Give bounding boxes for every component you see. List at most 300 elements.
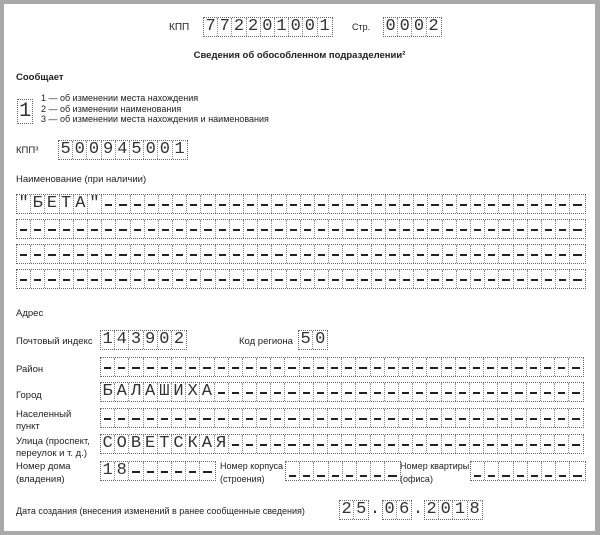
char-cell: [343, 220, 357, 238]
char-cell: [45, 220, 59, 238]
name-row[interactable]: [16, 244, 586, 264]
form-page: [4, 4, 595, 531]
char-cell: [144, 409, 158, 427]
char-cell: [287, 270, 301, 288]
char-cell: [570, 245, 584, 263]
char-cell: [399, 409, 413, 427]
char-cell: [301, 195, 315, 213]
char-cell: [428, 220, 442, 238]
char-cell: 1: [101, 462, 115, 480]
char-cell: А: [115, 383, 129, 401]
char-cell: [372, 195, 386, 213]
char-cell: [471, 270, 485, 288]
char-cell: В: [129, 435, 143, 453]
char-cell: [428, 245, 442, 263]
name-label: Наименование (при наличии): [16, 174, 147, 185]
char-cell: [17, 270, 31, 288]
char-cell: [74, 270, 88, 288]
char-cell: [527, 383, 541, 401]
char-cell: [88, 270, 102, 288]
char-cell: [470, 383, 484, 401]
locality-field[interactable]: [100, 408, 584, 428]
char-cell: 2: [232, 18, 246, 36]
char-cell: [116, 270, 130, 288]
char-cell: [300, 358, 314, 376]
char-cell: [31, 245, 45, 263]
locality-label-2: пункт: [16, 421, 40, 432]
char-cell: [485, 462, 499, 480]
char-cell: [542, 195, 556, 213]
char-cell: [514, 195, 528, 213]
char-cell: К: [186, 435, 200, 453]
char-cell: Т: [60, 195, 74, 213]
char-cell: [300, 383, 314, 401]
char-cell: [413, 358, 427, 376]
char-cell: [129, 358, 143, 376]
char-cell: [485, 220, 499, 238]
char-cell: 2: [340, 501, 354, 519]
date-separator: .: [412, 500, 424, 519]
char-cell: [201, 245, 215, 263]
char-cell: [230, 220, 244, 238]
char-cell: [414, 245, 428, 263]
char-cell: Б: [101, 383, 115, 401]
char-cell: [300, 409, 314, 427]
char-cell: [287, 220, 301, 238]
char-cell: [257, 435, 271, 453]
char-cell: 0: [412, 18, 426, 36]
char-cell: [285, 435, 299, 453]
char-cell: [399, 383, 413, 401]
char-cell: [514, 462, 528, 480]
char-cell: 9: [144, 331, 158, 349]
char-cell: [413, 383, 427, 401]
char-cell: 1: [101, 331, 115, 349]
char-cell: [343, 245, 357, 263]
char-cell: 0: [158, 331, 172, 349]
char-cell: [230, 245, 244, 263]
kpp-label: КПП: [169, 22, 190, 33]
char-cell: [187, 270, 201, 288]
char-cell: [456, 435, 470, 453]
char-cell: [243, 383, 257, 401]
char-cell: [385, 358, 399, 376]
char-cell: [443, 245, 457, 263]
char-cell: [342, 358, 356, 376]
char-cell: [556, 270, 570, 288]
char-cell: [144, 462, 158, 480]
char-cell: [186, 358, 200, 376]
char-cell: [371, 435, 385, 453]
char-cell: [102, 195, 116, 213]
char-cell: [131, 195, 145, 213]
char-cell: 0: [439, 501, 453, 519]
char-cell: [173, 220, 187, 238]
char-cell: [343, 195, 357, 213]
char-cell: [541, 409, 555, 427]
char-cell: [159, 270, 173, 288]
char-cell: [528, 270, 542, 288]
char-cell: Ш: [158, 383, 172, 401]
char-cell: [102, 220, 116, 238]
char-cell: [356, 383, 370, 401]
char-cell: [542, 220, 556, 238]
char-cell: 8: [115, 462, 129, 480]
char-cell: [187, 220, 201, 238]
char-cell: [230, 195, 244, 213]
char-cell: [342, 383, 356, 401]
char-cell: А: [74, 195, 88, 213]
char-cell: [285, 358, 299, 376]
building-number-field[interactable]: [285, 461, 401, 481]
char-cell: [442, 383, 456, 401]
char-cell: 0: [398, 18, 412, 36]
char-cell: [314, 462, 328, 480]
char-cell: [115, 358, 129, 376]
page-label: Стр.: [352, 22, 371, 32]
page-number-field[interactable]: [383, 17, 442, 37]
district-label: Район: [16, 364, 44, 375]
postal-code-field[interactable]: [100, 330, 187, 350]
char-cell: [470, 435, 484, 453]
char-cell: [399, 358, 413, 376]
created-year-field[interactable]: [424, 500, 483, 520]
char-cell: [512, 409, 526, 427]
char-cell: [287, 195, 301, 213]
char-cell: [541, 435, 555, 453]
char-cell: И: [172, 383, 186, 401]
char-cell: [499, 195, 513, 213]
char-cell: [172, 462, 186, 480]
char-cell: [372, 270, 386, 288]
house-label-1: Номер дома: [16, 461, 71, 472]
char-cell: [555, 383, 569, 401]
char-cell: [60, 220, 74, 238]
char-cell: 0: [158, 141, 172, 159]
char-cell: [301, 245, 315, 263]
char-cell: [201, 195, 215, 213]
char-cell: [315, 220, 329, 238]
char-cell: [173, 245, 187, 263]
char-cell: [542, 462, 556, 480]
char-cell: 3: [129, 331, 143, 349]
region-label: Код региона: [239, 336, 293, 347]
created-day-field[interactable]: [339, 500, 369, 520]
apartment-number-field[interactable]: [470, 461, 586, 481]
char-cell: 0: [384, 18, 398, 36]
char-cell: [145, 245, 159, 263]
house-label-2: (владения): [16, 474, 65, 485]
char-cell: 5: [130, 141, 144, 159]
char-cell: [216, 220, 230, 238]
char-cell: [145, 270, 159, 288]
char-cell: [358, 195, 372, 213]
char-cell: [512, 358, 526, 376]
char-cell: [258, 245, 272, 263]
char-cell: [229, 409, 243, 427]
char-cell: [427, 358, 441, 376]
char-cell: [555, 435, 569, 453]
char-cell: [244, 270, 258, 288]
kpp-field[interactable]: [203, 17, 333, 37]
char-cell: [470, 409, 484, 427]
char-cell: [201, 220, 215, 238]
char-cell: [371, 409, 385, 427]
char-cell: [471, 195, 485, 213]
char-cell: [542, 270, 556, 288]
char-cell: [570, 220, 584, 238]
char-cell: [159, 195, 173, 213]
char-cell: [528, 462, 542, 480]
char-cell: 1: [319, 17, 330, 36]
char-cell: [428, 270, 442, 288]
char-cell: [258, 270, 272, 288]
char-cell: [116, 195, 130, 213]
char-cell: [271, 358, 285, 376]
char-cell: [556, 245, 570, 263]
char-cell: [555, 409, 569, 427]
char-cell: [186, 409, 200, 427]
char-cell: [101, 409, 115, 427]
char-cell: [314, 435, 328, 453]
char-cell: [158, 462, 172, 480]
char-cell: [315, 270, 329, 288]
char-cell: [357, 462, 371, 480]
char-cell: [342, 409, 356, 427]
postal-label: Почтовый индекс: [16, 336, 93, 347]
char-cell: 2: [425, 501, 439, 519]
char-cell: [371, 358, 385, 376]
char-cell: [427, 435, 441, 453]
created-date-label: Дата создания (внесения изменений в ранее сообщенные сведения): [16, 506, 305, 516]
char-cell: [342, 435, 356, 453]
char-cell: [201, 270, 215, 288]
char-cell: [555, 358, 569, 376]
char-cell: 7: [204, 18, 218, 36]
char-cell: [413, 435, 427, 453]
street-field[interactable]: [100, 434, 584, 454]
char-cell: [229, 383, 243, 401]
char-cell: [400, 245, 414, 263]
char-cell: [328, 435, 342, 453]
char-cell: [499, 462, 513, 480]
char-cell: [244, 195, 258, 213]
char-cell: [187, 195, 201, 213]
char-cell: [414, 220, 428, 238]
char-cell: [413, 409, 427, 427]
char-cell: [456, 383, 470, 401]
char-cell: [399, 435, 413, 453]
char-cell: [512, 435, 526, 453]
char-cell: 0: [73, 141, 87, 159]
char-cell: [257, 409, 271, 427]
char-cell: [88, 220, 102, 238]
apartment-label-2: (офиса): [400, 474, 433, 484]
char-cell: Л: [129, 383, 143, 401]
char-cell: [115, 409, 129, 427]
char-cell: Е: [144, 435, 158, 453]
char-cell: [385, 383, 399, 401]
char-cell: [158, 409, 172, 427]
char-cell: [427, 383, 441, 401]
char-cell: [498, 435, 512, 453]
char-cell: [329, 462, 343, 480]
char-cell: [414, 270, 428, 288]
char-cell: [570, 462, 584, 480]
char-cell: [569, 409, 583, 427]
char-cell: [315, 195, 329, 213]
char-cell: [471, 220, 485, 238]
char-cell: [116, 245, 130, 263]
char-cell: [257, 358, 271, 376]
char-cell: [244, 220, 258, 238]
char-cell: [457, 220, 471, 238]
char-cell: [484, 383, 498, 401]
name-row[interactable]: [16, 194, 586, 214]
char-cell: [271, 383, 285, 401]
char-cell: Т: [158, 435, 172, 453]
char-cell: [173, 195, 187, 213]
char-cell: [216, 195, 230, 213]
char-cell: [514, 245, 528, 263]
char-cell: [328, 383, 342, 401]
char-cell: [243, 409, 257, 427]
char-cell: [17, 220, 31, 238]
char-cell: [243, 358, 257, 376]
char-cell: [200, 462, 214, 480]
char-cell: [457, 245, 471, 263]
name-row[interactable]: [16, 219, 586, 239]
char-cell: [314, 383, 328, 401]
char-cell: [358, 220, 372, 238]
created-month-field[interactable]: [382, 500, 412, 520]
char-cell: [457, 270, 471, 288]
char-cell: [569, 435, 583, 453]
district-field[interactable]: [100, 357, 584, 377]
char-cell: [131, 220, 145, 238]
char-cell: [272, 245, 286, 263]
report-option-2: 2 — об изменении наименования: [41, 103, 182, 114]
char-cell: [556, 220, 570, 238]
char-cell: 8: [469, 500, 480, 519]
char-cell: [499, 270, 513, 288]
char-cell: [329, 245, 343, 263]
city-field[interactable]: [100, 382, 584, 402]
char-cell: [442, 435, 456, 453]
char-cell: [514, 270, 528, 288]
char-cell: [400, 220, 414, 238]
char-cell: [144, 358, 158, 376]
char-cell: С: [101, 435, 115, 453]
char-cell: [102, 270, 116, 288]
char-cell: 2: [173, 330, 185, 349]
char-cell: [485, 270, 499, 288]
char-cell: [300, 462, 314, 480]
char-cell: [102, 245, 116, 263]
char-cell: [484, 409, 498, 427]
char-cell: [371, 383, 385, 401]
char-cell: [314, 409, 328, 427]
date-separator: .: [369, 500, 381, 519]
char-cell: 1: [453, 501, 467, 519]
char-cell: [456, 358, 470, 376]
char-cell: [542, 245, 556, 263]
char-cell: [145, 195, 159, 213]
char-cell: [258, 195, 272, 213]
char-cell: [271, 409, 285, 427]
char-cell: [271, 435, 285, 453]
char-cell: [386, 270, 400, 288]
char-cell: 4: [116, 141, 130, 159]
char-cell: [45, 245, 59, 263]
char-cell: [528, 195, 542, 213]
kpp3-field[interactable]: [58, 140, 188, 160]
region-code-field[interactable]: [298, 330, 328, 350]
char-cell: [527, 435, 541, 453]
city-label: Город: [16, 390, 42, 401]
report-option-1: 1 — об изменении места нахождения: [41, 93, 199, 103]
char-cell: [74, 220, 88, 238]
char-cell: [244, 245, 258, 263]
char-cell: [541, 358, 555, 376]
char-cell: [131, 245, 145, 263]
char-cell: [569, 358, 583, 376]
locality-label-1: Населенный: [16, 409, 72, 420]
char-cell: [257, 383, 271, 401]
char-cell: [343, 270, 357, 288]
char-cell: [442, 358, 456, 376]
char-cell: [343, 462, 357, 480]
char-cell: [498, 383, 512, 401]
char-cell: [329, 270, 343, 288]
char-cell: [200, 358, 214, 376]
char-cell: [145, 220, 159, 238]
char-cell: [356, 409, 370, 427]
char-cell: [556, 195, 570, 213]
char-cell: [456, 409, 470, 427]
char-cell: [386, 245, 400, 263]
char-cell: [186, 462, 200, 480]
building-label-2: (строения): [220, 474, 265, 484]
char-cell: [314, 358, 328, 376]
kpp3-label: КПП³: [16, 145, 39, 156]
report-option-3: 3 — об изменении места нахождения и наименования: [41, 114, 269, 124]
char-cell: 0: [261, 18, 275, 36]
char-cell: А: [144, 383, 158, 401]
char-cell: [74, 245, 88, 263]
report-type-field[interactable]: [17, 99, 33, 124]
char-cell: [159, 245, 173, 263]
char-cell: С: [172, 435, 186, 453]
char-cell: Б: [31, 195, 45, 213]
char-cell: 0: [315, 330, 326, 349]
char-cell: [101, 358, 115, 376]
name-row[interactable]: [16, 269, 586, 289]
char-cell: [528, 245, 542, 263]
char-cell: [116, 220, 130, 238]
char-cell: [443, 270, 457, 288]
char-cell: [512, 383, 526, 401]
char-cell: [514, 220, 528, 238]
char-cell: [414, 195, 428, 213]
street-label-2: переулок и т. д.): [16, 448, 88, 459]
house-number-field[interactable]: [100, 461, 216, 481]
char-cell: [88, 245, 102, 263]
char-cell: [385, 409, 399, 427]
char-cell: [272, 195, 286, 213]
char-cell: 6: [399, 500, 410, 519]
char-cell: [215, 383, 229, 401]
